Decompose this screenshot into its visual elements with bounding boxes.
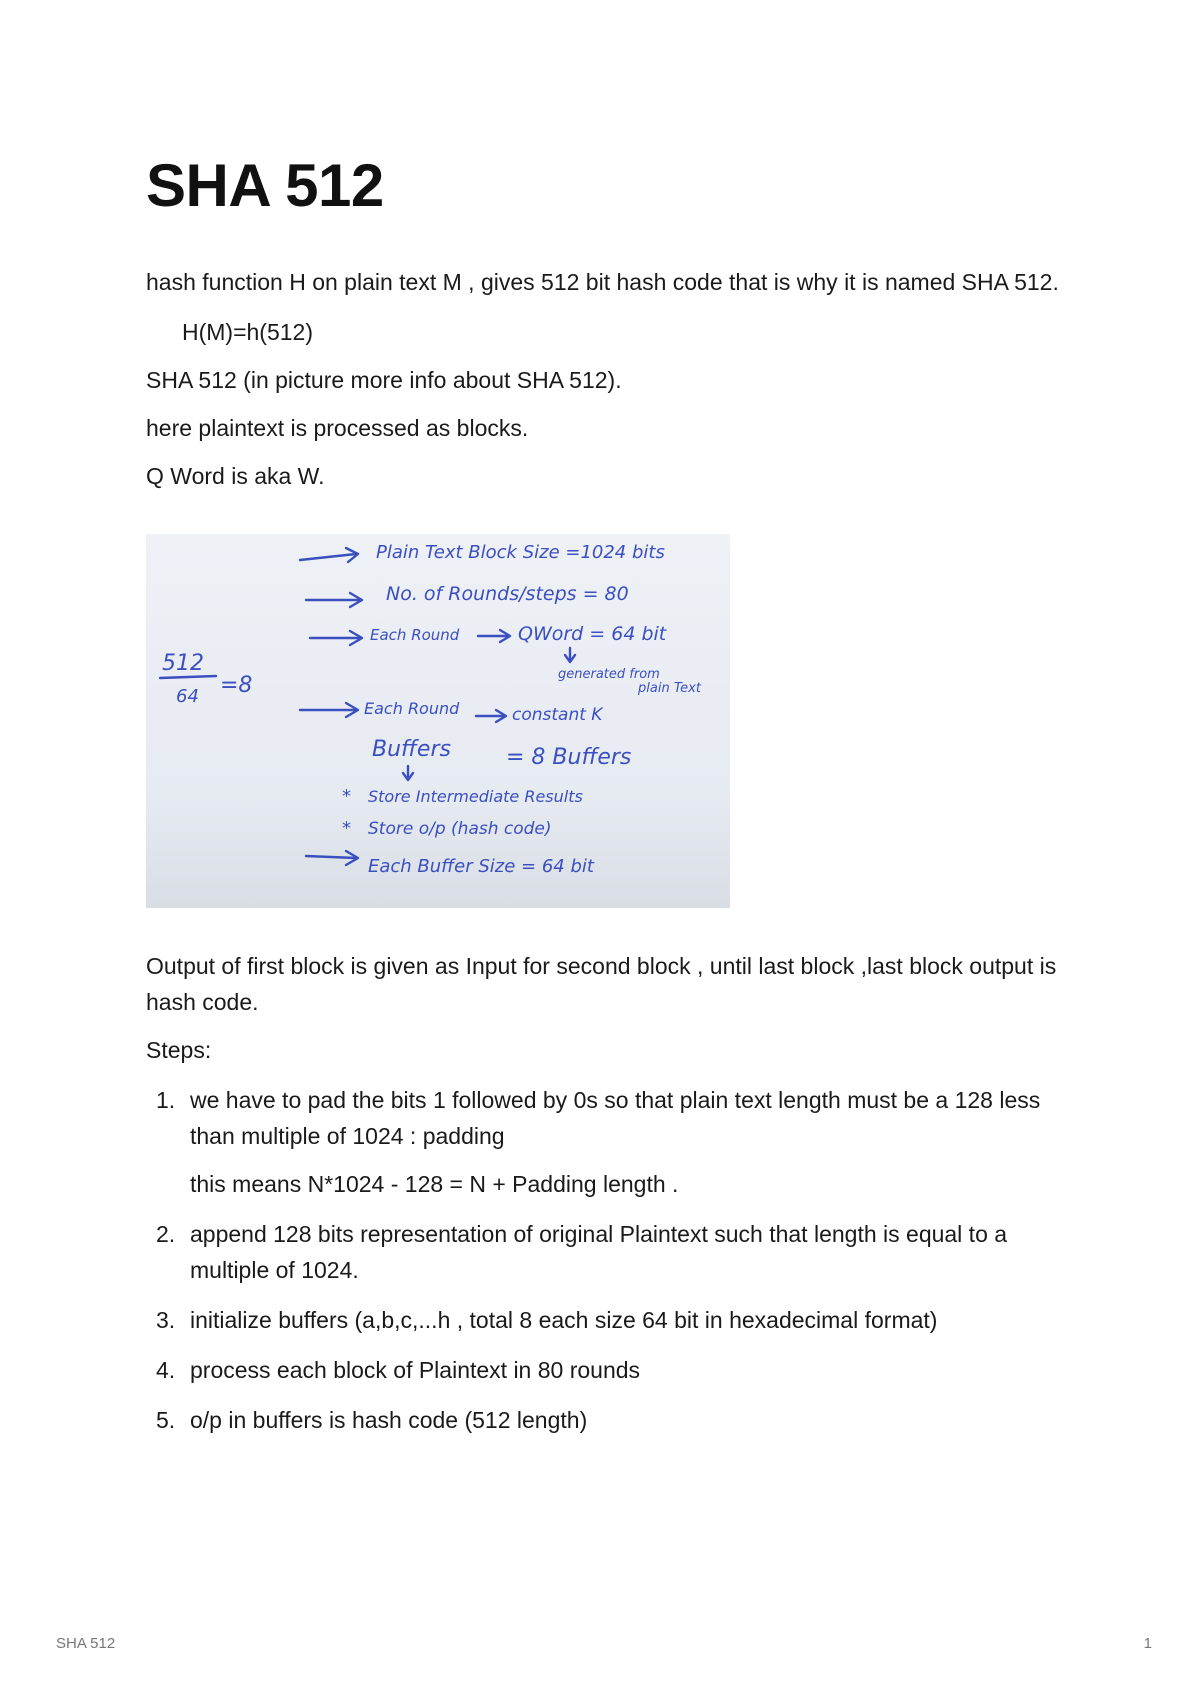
page-number: 1 xyxy=(1143,1635,1152,1652)
arrow-icon xyxy=(306,851,358,865)
list-item-text: process each block of Plaintext in 80 rounds xyxy=(190,1357,641,1383)
footer-title: SHA 512 xyxy=(56,1635,116,1652)
line-block-size: Plain Text Block Size =1024 bits xyxy=(376,542,665,563)
arrow-icon xyxy=(476,710,506,722)
picture-note-paragraph: SHA 512 (in picture more info about SHA 512). xyxy=(146,367,622,393)
fraction-numerator: 512 xyxy=(162,651,204,676)
line-each-round-a: Each Round xyxy=(370,626,460,644)
line-plain-text: plain Text xyxy=(638,681,701,696)
arrow-icon xyxy=(300,703,358,717)
list-item xyxy=(146,1302,1066,1338)
steps-label: Steps: xyxy=(146,1037,212,1063)
list-item-number: 1. xyxy=(156,1087,176,1113)
whiteboard-image xyxy=(146,534,730,908)
star-mark: * xyxy=(342,818,351,839)
list-item-number: 5. xyxy=(156,1407,176,1433)
list-item-number: 3. xyxy=(156,1307,176,1333)
line-buffers: Buffers xyxy=(372,737,451,762)
list-item xyxy=(146,1082,1066,1202)
list-item xyxy=(146,1402,1066,1438)
line-eight-buffers: = 8 Buffers xyxy=(506,745,632,770)
qword-paragraph: Q Word is aka W. xyxy=(146,463,325,489)
down-arrow-icon xyxy=(403,766,413,780)
list-item-number: 2. xyxy=(156,1221,176,1247)
document-page xyxy=(146,150,1066,1452)
line-constant-k: constant K xyxy=(512,705,603,725)
list-item xyxy=(146,1352,1066,1388)
star-mark: * xyxy=(342,786,351,807)
line-store-intermediate: Store Intermediate Results xyxy=(368,787,583,806)
down-arrow-icon xyxy=(565,648,575,662)
fraction-denominator: 64 xyxy=(176,686,199,707)
list-item-text: initialize buffers (a,b,c,...h , total 8 each size 64 bit in hexadecimal format) xyxy=(190,1307,938,1333)
fraction-result: =8 xyxy=(220,673,253,698)
steps-list xyxy=(146,1082,1066,1438)
intro-paragraph: hash function H on plain text M , gives 512 bit hash code that is why it is named SHA 512. xyxy=(146,269,1059,295)
list-item xyxy=(146,1216,1066,1288)
list-item-number: 4. xyxy=(156,1357,176,1383)
line-rounds: No. of Rounds/steps = 80 xyxy=(386,583,629,605)
line-generated: generated from xyxy=(558,667,660,682)
line-qword: QWord = 64 bit xyxy=(518,623,667,645)
line-store-output: Store o/p (hash code) xyxy=(368,819,552,839)
line-buffer-size: Each Buffer Size = 64 bit xyxy=(368,856,594,877)
arrow-icon xyxy=(306,593,362,607)
list-item-subtext: this means N*1024 - 128 = N + Padding length . xyxy=(190,1171,679,1197)
list-item-text: append 128 bits representation of original Plaintext such that length is equal to a multiple of 1024. xyxy=(190,1221,1008,1283)
list-item-text: o/p in buffers is hash code (512 length) xyxy=(190,1407,588,1433)
arrow-icon xyxy=(310,631,362,645)
whiteboard-drawing xyxy=(146,534,730,908)
blocks-paragraph: here plaintext is processed as blocks. xyxy=(146,415,529,441)
arrow-icon xyxy=(478,630,510,642)
page-title: SHA 512 xyxy=(146,152,384,219)
list-item-text: we have to pad the bits 1 followed by 0s so that plain text length must be a 128 less than multiple of 1024 : padding xyxy=(190,1087,1041,1149)
fraction-bar xyxy=(160,676,216,678)
output-paragraph: Output of first block is given as Input for second block , until last block ,last block output is hash code. xyxy=(146,953,1057,1015)
hash-formula: H(M)=h(512) xyxy=(182,319,314,345)
arrow-icon xyxy=(300,548,358,562)
line-each-round-b: Each Round xyxy=(364,699,460,718)
